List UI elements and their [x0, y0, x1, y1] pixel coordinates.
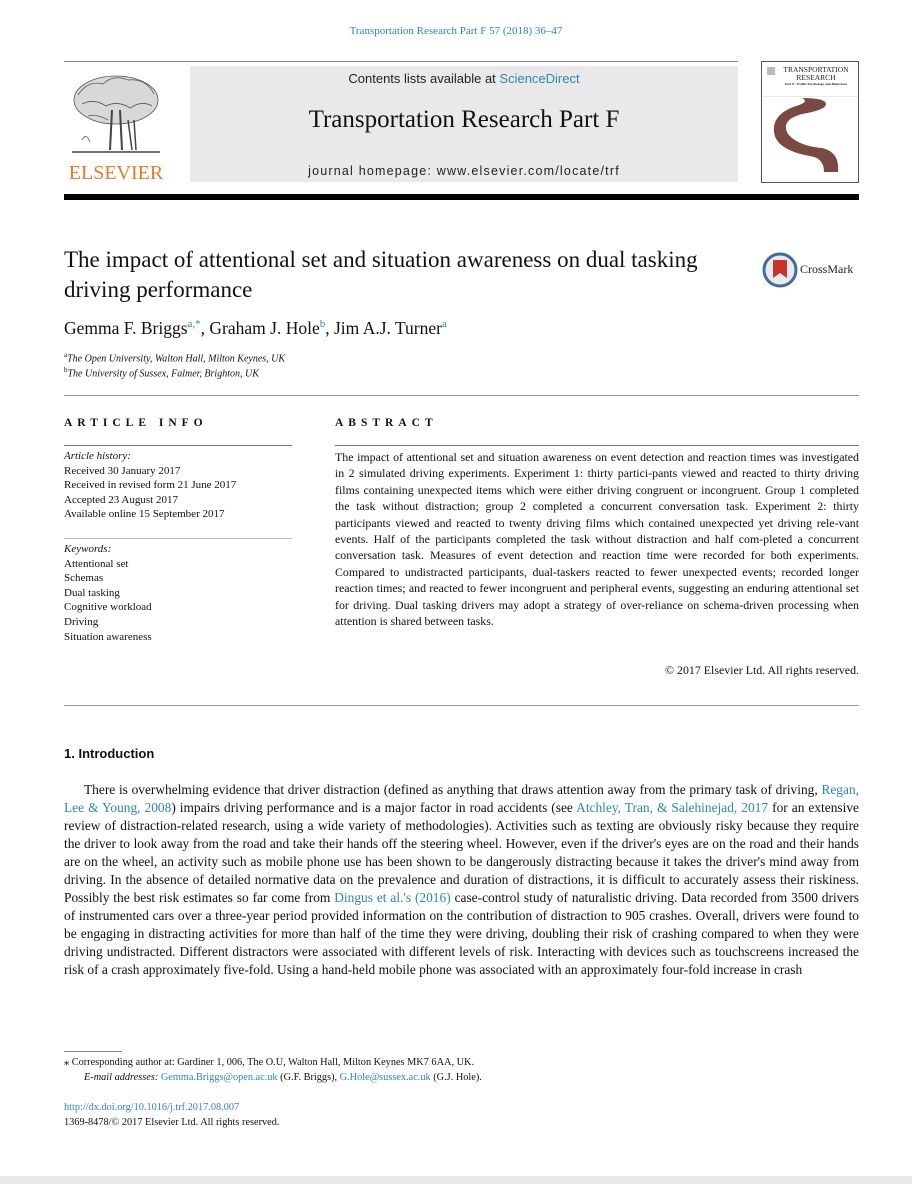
masthead-thick-rule	[64, 194, 859, 200]
email-link-hole[interactable]: G.Hole@sussex.ac.uk	[339, 1072, 431, 1083]
keyword: Cognitive workload	[64, 601, 152, 614]
keywords-list	[64, 542, 294, 644]
corresponding-text: Corresponding author at: Gardiner 1, 006, The O.U, Walton Hall, Milton Keynes MK7 6AA, UK.	[71, 1057, 475, 1068]
journal-name: Transportation Research Part F	[308, 106, 620, 133]
journal-homepage[interactable]: journal homepage: www.elsevier.com/locate/trf	[308, 164, 620, 178]
divider	[64, 445, 292, 446]
keyword: Dual tasking	[64, 586, 120, 599]
email-owner: (G.J. Hole).	[430, 1072, 482, 1083]
divider	[64, 538, 292, 539]
article-info-heading: ARTICLE INFO	[64, 417, 208, 429]
corresponding-author-note	[64, 1056, 474, 1068]
history-revised: Received in revised form 21 June 2017	[64, 479, 237, 492]
author-affiliation-mark[interactable]: a,*	[187, 318, 201, 331]
email-owner: (G.F. Briggs),	[277, 1072, 340, 1083]
citation-link-atchley[interactable]: Atchley, Tran, & Salehinejad, 2017	[576, 799, 769, 815]
journal-cover-thumbnail[interactable]	[761, 61, 859, 183]
history-online: Available online 15 September 2017	[64, 508, 225, 521]
cover-road-illustration	[762, 96, 858, 172]
intro-text-segment: case-control study of naturalistic driving. Data recorded from 3500 drivers of instrumented cars over a three-year period provided information on the contribution of distraction to 905 crashes. Overall, drivers were found to be engaging in distracting activities for more than half of the time they were driving, doubling their risk of crashing compared to when they were driving undistracted. Different distractors were associated with different levels of risk. Interacting with devices such as touchscreens increased the risk of a crash approximately five-fold. Using a hand-held mobile phone was associated with an approximately four-fold increase in crash	[64, 889, 859, 977]
intro-text-segment: for an extensive review of distraction-related research, using a wide variety of methodologies). Activities such as texting are obviously risky because they require the driver to look away from the road and take their hands off the steering wheel. However, even if the driver's eyes are on the road and their hands are on the wheel, an activity such as mobile phone use has been shown to be dangerously distracting because it takes the driver's mind away from driving. In the absence of detailed normative data on the prevalence and duration of distractions, it is difficult to accurately assess their riskiness. Possibly the best risk estimates so far come from	[64, 799, 859, 905]
issn-copyright: 1369-8478/© 2017 Elsevier Ltd. All rights reserved.	[64, 1117, 280, 1128]
elsevier-wordmark: ELSEVIER	[68, 162, 164, 184]
page-bottom-strip	[0, 1176, 912, 1184]
affiliation-a: $^a$The Open University, Walton Hall, Milton Keynes, UK	[64, 351, 286, 365]
citation-link-regan[interactable]: Regan, Lee & Young, 2008	[64, 782, 859, 815]
divider	[64, 395, 859, 396]
author-name[interactable]: Jim A.J. Turner	[334, 318, 442, 338]
corresponding-mark: ⁎	[64, 1057, 70, 1068]
elsevier-tree-icon	[68, 70, 164, 158]
crossmark-icon	[762, 252, 798, 288]
crossmark-button[interactable]	[762, 252, 862, 288]
author-separator: ,	[200, 318, 210, 338]
affiliation-b: $^b$The University of Sussex, Falmer, Brighton, UK	[64, 366, 259, 380]
history-accepted: Accepted 23 August 2017	[64, 493, 178, 506]
author-separator: ,	[325, 318, 334, 338]
divider	[64, 705, 859, 706]
keywords-heading: Keywords:	[64, 543, 112, 555]
keyword: Attentional set	[64, 557, 129, 570]
author-name[interactable]: Graham J. Hole	[209, 318, 320, 338]
email-label: E-mail addresses:	[84, 1072, 161, 1083]
email-link-briggs[interactable]: Gemma.Briggs@open.ac.uk	[160, 1072, 278, 1083]
author-affiliation-mark[interactable]: a	[441, 318, 447, 331]
author-affiliation-mark[interactable]: b	[319, 318, 326, 331]
cover-title: TRANSPORTATION RESEARCH Part F: Traffic Psychology and Behaviour	[783, 65, 849, 86]
author-name[interactable]: Gemma F. Briggs	[64, 318, 188, 338]
intro-text-segment: There is overwhelming evidence that driver distraction (defined as anything that draws attention away from the primary task of driving,	[84, 782, 822, 797]
article-title: The impact of attentional set and situation awareness on dual tasking driving performance	[64, 247, 698, 302]
elsevier-logo[interactable]	[64, 66, 168, 184]
history-received: Received 30 January 2017	[64, 464, 181, 477]
masthead-top-rule	[64, 61, 738, 62]
cover-logo-icon	[766, 66, 776, 76]
keyword: Situation awareness	[64, 630, 152, 643]
citation-link-dingus[interactable]: Dingus et al.'s (2016)	[334, 889, 451, 905]
introduction-paragraph	[64, 781, 859, 978]
intro-text-segment: ) impairs driving performance and is a major factor in road accidents (see	[171, 799, 577, 815]
keyword: Driving	[64, 615, 99, 628]
crossmark-label: CrossMark	[800, 262, 854, 276]
email-addresses	[84, 1072, 482, 1083]
abstract-copyright: © 2017 Elsevier Ltd. All rights reserved.	[665, 663, 859, 677]
author-list	[64, 318, 447, 339]
divider	[335, 445, 859, 446]
sciencedirect-link[interactable]: ScienceDirect	[499, 71, 580, 86]
running-head: Transportation Research Part F 57 (2018) 36–47	[349, 25, 563, 37]
introduction-heading: 1. Introduction	[64, 746, 155, 761]
contents-line	[190, 71, 738, 86]
doi-link[interactable]: http://dx.doi.org/10.1016/j.trf.2017.08.007	[64, 1102, 240, 1113]
footnote-rule	[64, 1051, 122, 1052]
abstract-heading: ABSTRACT	[335, 417, 438, 429]
article-history	[64, 449, 294, 522]
abstract-text: The impact of attentional set and situation awareness on event detection and reaction times was investigated in 2 simulated driving experiments. Experiment 1: thirty partici-pants viewed and reacted to thirty driving films containing unexpected items which were either driving congruent or incongruent. Group 1 completed the task without distraction; group 2 completed a concurrent conversation task. Experiment 2: thirty participants viewed and reacted to twenty driving films which contained unexpected yet driving rele-vant events. Half of the participants completed the task without distraction and half com-pleted a concurrent conversation task. Measures of event detection and reaction time were recorded for both experiments. Compared to undistracted participants, dual-taskers reacted to fewer unexpected events; recorded longer reaction times; and reacted to fewer incongruent and peripheral events, suggesting an enduring attentional set for driving. Dual tasking drivers may adopt a strategy of over-reliance on schema-driven processing when attention is shared between tasks.	[335, 450, 859, 629]
contents-prefix: Contents lists available at	[348, 71, 500, 86]
history-heading: Article history:	[64, 450, 131, 462]
masthead-box	[190, 66, 738, 182]
keyword: Schemas	[64, 572, 104, 585]
